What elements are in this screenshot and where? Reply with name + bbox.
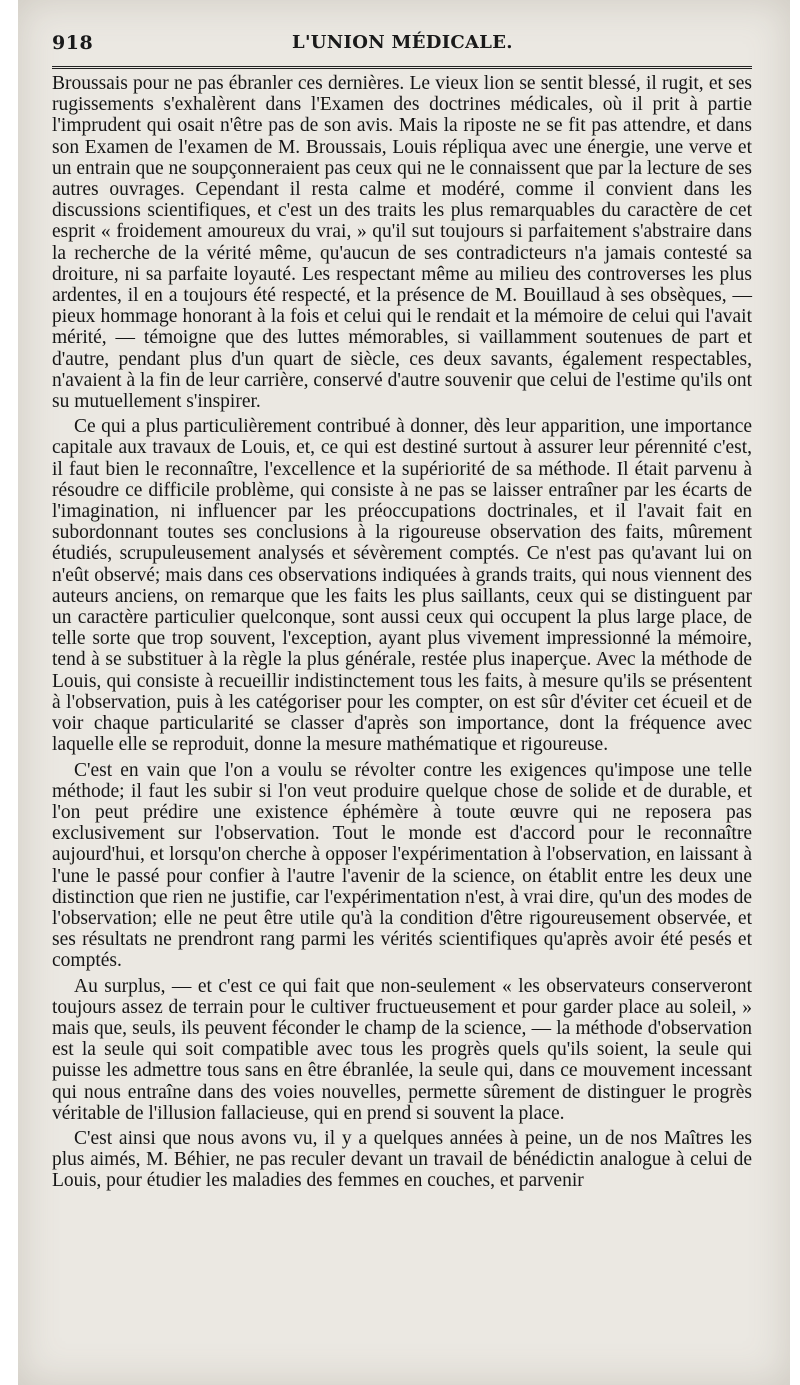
paragraph: C'est en vain que l'on a voulu se révolter contre les exigences qu'impose une telle méthode; il faut les subir si l'on veut produire quelque chose de solide et de durable, et l'on peut prédire une existence éphémère à toute œuvre qui ne reposera pas exclusivement sur l'observation. Tout le monde est d'accord pour le reconnaître aujourd'hui, et lorsqu'on cherche à opposer l'expérimentation à l'observation, en laissant à l'une le passé pour confier à l'autre l'avenir de la science, on établit entre les deux une distinction que rien ne justifie, car l'expérimentation n'est, à vrai dire, qu'un des modes de l'observation; elle ne peut être utile qu'à la condition d'être rigoureusement observée, et ses résultats ne prendront rang parmi les vérités scientifiques qu'après avoir été pesés et comptés. [52,759,752,972]
running-head: L'UNION MÉDICALE. [292,32,513,53]
page-number: 918 [52,32,94,54]
article-body [52,73,752,1192]
header-rule [52,66,752,69]
paragraph: Au surplus, — et c'est ce qui fait que non-seulement « les observateurs conserveront toujours assez de terrain pour le cultiver fructueusement et pour garder place au soleil, » mais que, seuls, ils peuvent féconder le champ de la science, — la méthode d'observation est la seule qui soit compatible avec tous les progrès quels qu'ils soient, la seule qui puisse les admettre tous sans en être ébranlée, la seule qui, dans ce mouvement incessant qui nous entraîne dans des voies nouvelles, permette sûrement de distinguer le progrès véritable de l'illusion fallacieuse, qui en prend si souvent la place. [52,975,752,1124]
paragraph: Broussais pour ne pas ébranler ces dernières. Le vieux lion se sentit blessé, il rugit, et ses rugissements s'exhalèrent dans l'Examen des doctrines médicales, où il prit à partie l'imprudent qui osait n'être pas de son avis. Mais la riposte ne se fit pas attendre, et dans son Examen de l'examen de M. Broussais, Louis répliqua avec une énergie, une verve et un entrain que ne soupçonneraient pas ceux qui ne le connaissent que par la lecture de ses autres ouvrages. Cependant il resta calme et modéré, comme il convient dans les discussions scientifiques, et c'est un des traits les plus remarquables du caractère de cet esprit « froidement amoureux du vrai, » qu'il sut toujours si parfaitement s'abstraire dans la recherche de la vérité même, qu'aucun de ses contradicteurs n'a jamais contesté sa droiture, ni sa parfaite loyauté. Les respectant même au milieu des controverses les plus ardentes, il en a toujours été respecté, et la présence de M. Bouillaud à ses obsèques, — pieux hommage honorant à la fois et celui qui le rendait et la mémoire de celui qui l'avait mérité, — témoigne que des luttes mémorables, si vaillamment soutenues de part et d'autre, pendant plus d'un quart de siècle, ces deux savants, également respectables, n'avaient à la fin de leur carrière, conservé d'autre souvenir que celui de l'estime qu'ils ont su mutuellement s'inspirer. [52,73,752,413]
page-header [52,28,752,64]
paragraph: Ce qui a plus particulièrement contribué à donner, dès leur apparition, une importance capitale aux travaux de Louis, et, ce qui est destiné surtout à assurer leur pérennité c'est, il faut bien le reconnaître, l'excellence et la supériorité de sa méthode. Il était parvenu à résoudre ce difficile problème, qui consiste à ne pas se laisser entraîner par les écarts de l'imagination, ni influencer par les préoccupations doctrinales, et il l'avait fait en subordonnant toutes ses conclusions à la rigoureuse observation des faits, mûrement étudiés, scrupuleusement analysés et sévèrement comptés. Ce n'est pas qu'avant lui on n'eût observé; mais dans ces observations indiquées à grands traits, qui nous viennent des auteurs anciens, on remarque que les faits les plus saillants, ceux qui se distinguent par un caractère particulier quelconque, sont aussi ceux qui occupent la plus large place, de telle sorte que trop souvent, l'exception, ayant plus vivement impressionné la mémoire, tend à se substituer à la règle la plus générale, restée plus inaperçue. Avec la méthode de Louis, qui consiste à recueillir indistinctement tous les faits, à mesure qu'ils se présentent à l'observation, puis à les catégoriser pour les compter, on est sûr d'éviter cet écueil et de voir chaque particularité se classer d'après son importance, dont la fréquence avec laquelle elle se reproduit, donne la mesure mathématique et rigoureuse. [52,416,752,756]
paragraph: C'est ainsi que nous avons vu, il y a quelques années à peine, un de nos Maîtres les plus aimés, M. Béhier, ne pas reculer devant un travail de bénédictin analogue à celui de Louis, pour étudier les maladies des femmes en couches, et parvenir [52,1127,752,1192]
